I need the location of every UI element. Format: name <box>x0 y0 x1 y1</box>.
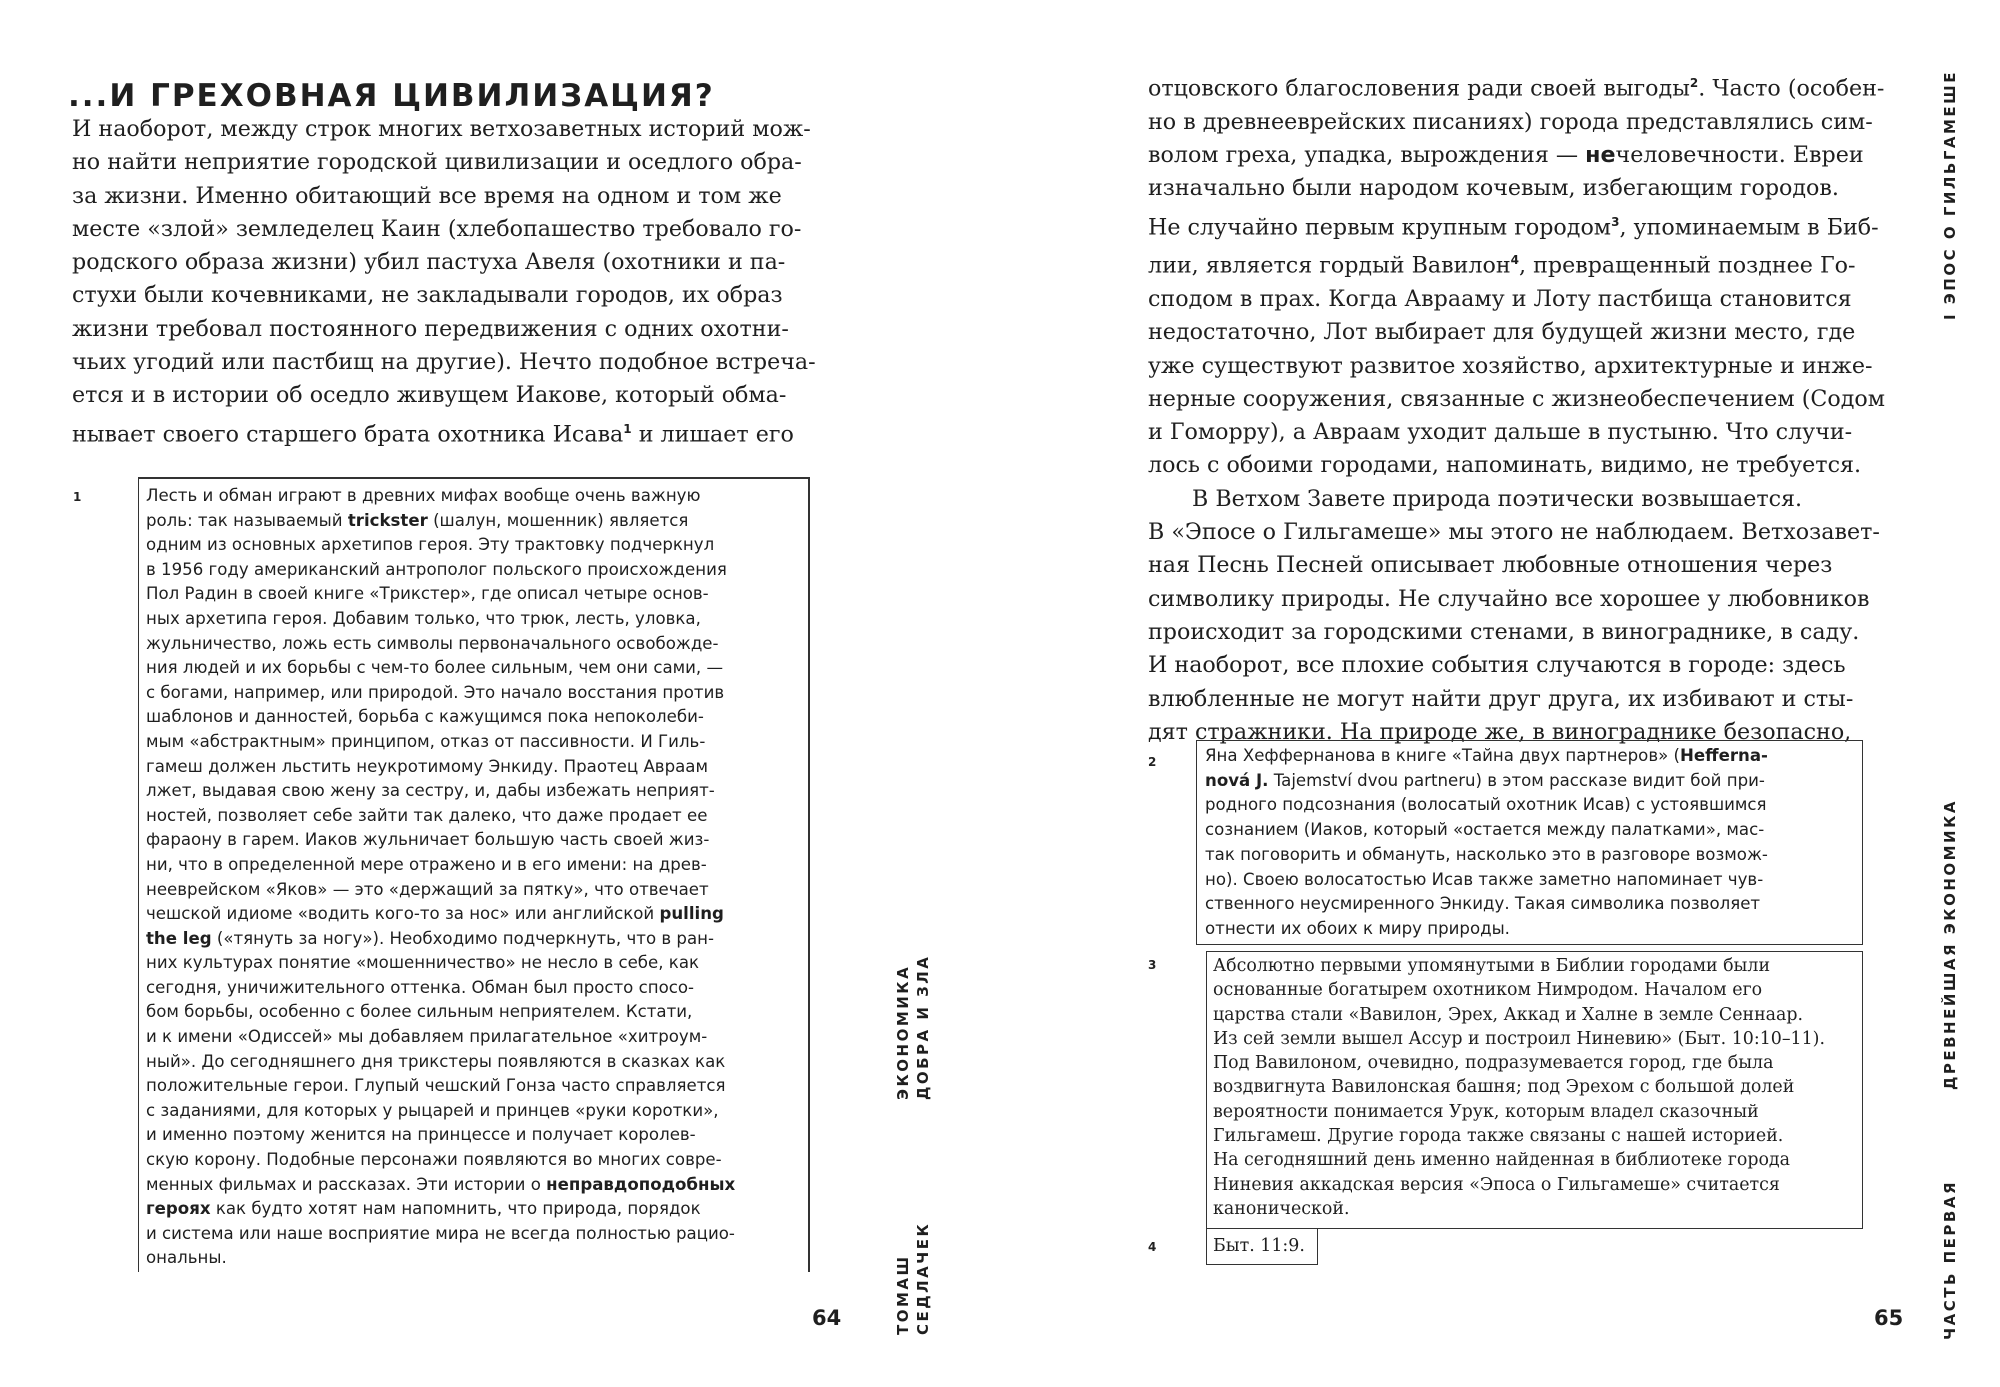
footnote-line <box>1205 818 1768 843</box>
footnote-line <box>1205 769 1768 794</box>
body-line-tail: , упоминаемым в Биб- <box>1619 213 1879 240</box>
body-line <box>1148 139 1888 172</box>
body-line-text: но в древнееврейских писаниях) города представлялись сим- <box>1148 108 1873 135</box>
spine-part-number: ЧАСТЬ ПЕРВАЯ <box>1941 1179 1959 1340</box>
footnote-text: Лесть и обман играют в древних мифах вообще очень важную <box>146 486 701 505</box>
footnote-line <box>146 484 735 509</box>
term-pulling: pulling <box>659 904 724 924</box>
footnote-line: Абсолютно первыми упомянутыми в Библии городами были <box>1213 956 1771 976</box>
footnote-ref-1: 1 <box>623 421 632 436</box>
footnote-line: Гильгамеш. Другие города также связаны с нашей историей. <box>1213 1126 1784 1147</box>
body-line-text: происходит за городскими стенами, в винограднике, в саду. <box>1148 618 1860 645</box>
footnote-line <box>146 656 735 681</box>
body-line <box>1148 244 1888 283</box>
body-line <box>1148 106 1888 139</box>
footnote-text: менных фильмах и рассказах. Эти истории о <box>146 1174 547 1194</box>
footnote-line: На сегодняшний день именно найденная в библиотеке города <box>1213 1150 1791 1171</box>
citation-author: Hefferna- <box>1680 746 1768 765</box>
footnote-line: основанные богатырем охотником Нимродом. Началом его <box>1213 980 1763 1001</box>
body-line-text: недостаточно, Лот выбирает для будущей жизни место, где <box>1148 319 1856 346</box>
footnote-line: воздвигнута Вавилонская башня; под Эрехом с большой долей <box>1213 1077 1795 1098</box>
footnote-text: сознанием (Иаков, который «остается между палатками», мас- <box>1205 820 1765 840</box>
body-line <box>72 413 822 452</box>
footnote-ref-3: 3 <box>1611 214 1620 229</box>
body-line-tail: человечности. Евреи <box>1615 141 1864 168</box>
footnote-text: с заданиями, для которых у рыцарей и принцев «руки коротки», <box>146 1100 719 1120</box>
spine-chapter: I ЭПОС О ГИЛЬГАМЕШЕ <box>1941 70 1959 320</box>
body-line-text: Не случайно первым крупным городом <box>1148 213 1612 240</box>
footnote-text: мым «абстрактным» принципом, отказ от пассивности. И Гиль- <box>146 731 706 751</box>
footnote-2-number: 2 <box>1148 755 1157 769</box>
footnote-line <box>146 705 735 730</box>
body-line <box>1148 416 1888 449</box>
footnote-text: ственного неусмиренного Энкиду. Такая символика позволяет <box>1205 894 1761 914</box>
footnote-line <box>1205 868 1768 893</box>
section-title: ...И ГРЕХОВНАЯ ЦИВИЛИЗАЦИЯ? <box>68 78 715 114</box>
footnote-line <box>1205 917 1768 942</box>
body-line-text: и Гоморру), а Авраам уходит дальше в пустыню. Что случи- <box>1148 419 1853 446</box>
body-line <box>1148 483 1888 516</box>
footnote-line <box>1205 843 1768 868</box>
footnote-text: (шалун, мошенник) является <box>427 510 689 530</box>
body-line: но найти неприятие городской цивилизации и оседлого обра- <box>72 149 802 176</box>
body-line <box>1148 649 1888 682</box>
footnote-line <box>146 1148 735 1173</box>
term-unlikely: неправдоподобных <box>546 1174 736 1194</box>
body-line <box>1148 383 1888 416</box>
body-line <box>1148 449 1888 482</box>
footnote-text: жульничество, ложь есть символы первоначального освобожде- <box>146 633 719 653</box>
footnote-line: царства стали «Вавилон, Эрех, Аккад и Халне в земле Сеннаар. <box>1213 1004 1804 1025</box>
footnote-3-number: 3 <box>1148 958 1157 972</box>
footnote-text: с богами, например, или природой. Это начало восстания против <box>146 682 725 702</box>
body-line-text: отцовского благословения ради своей выгоды <box>1148 75 1690 102</box>
body-line <box>1148 283 1888 316</box>
footnote-text: и к имени «Одиссей» мы добавляем прилагательное «хитроум- <box>146 1027 708 1047</box>
body-line <box>1148 516 1888 549</box>
body-line-text: лось с обоими городами, напоминать, видимо, не требуется. <box>1148 452 1862 479</box>
body-line-text: уже существуют развитое хозяйство, архитектурные и инже- <box>1148 352 1873 379</box>
footnote-line <box>146 582 735 607</box>
footnote-line <box>146 558 735 583</box>
spine-part-title: ДРЕВНЕЙШАЯ ЭКОНОМИКА <box>1941 799 1959 1090</box>
footnote-text: Яна Хеффернанова в книге «Тайна двух партнеров» ( <box>1205 746 1681 765</box>
footnote-text: роль: так называемый <box>146 510 348 530</box>
body-line-text: ная Песнь Песней описывает любовные отношения через <box>1148 552 1833 579</box>
footnote-text: гамеш должен льстить неукротимому Энкиду. Праотец Авраам <box>146 756 708 776</box>
body-line-text: изначально были народом кочевым, избегающим городов. <box>1148 175 1839 202</box>
footnote-text: Пол Радин в своей книге «Трикстер», где описал четыре основ- <box>146 584 709 604</box>
footnote-text: чешской идиоме «водить кого-то за нос» или английской <box>146 904 660 924</box>
footnote-line <box>146 1050 735 1075</box>
footnote-line: канонической. <box>1213 1198 1350 1219</box>
footnote-line <box>146 878 735 903</box>
body-line: стухи были кочевниками, не закладывали городов, их образ <box>72 282 783 309</box>
footnote-text: фараону в гарем. Иаков жульничает большую часть своей жиз- <box>146 830 710 850</box>
footnote-text: родного подсознания (волосатый охотник Исав) с устоявшимся <box>1205 795 1767 815</box>
footnote-text: ный». До сегодняшнего дня трикстеры появляются в сказках как <box>146 1051 726 1071</box>
footnote-ref-2: 2 <box>1689 76 1699 90</box>
footnote-line <box>146 730 735 755</box>
emphasis-ne: не <box>1585 141 1616 168</box>
body-line: ется и в истории об оседло живущем Иакове, который обма- <box>72 382 787 409</box>
body-line <box>1148 350 1888 383</box>
footnote-4-number: 4 <box>1148 1240 1157 1254</box>
footnote-text: шаблонов и данностей, борьба с кажущимся пока непоколеби- <box>146 707 704 727</box>
footnote-text: в 1956 году американский антрополог польского происхождения <box>146 559 727 579</box>
footnote-text: ния людей и их борьбы с чем-то более сильным, чем они сами, — <box>146 658 724 678</box>
spine-book-title: ЭКОНОМИКА ДОБРА И ЗЛА <box>894 954 932 1100</box>
footnote-text: и именно поэтому женится на принцессе и получает королев- <box>146 1125 696 1145</box>
body-line-text: В Ветхом Завете природа поэтически возвышается. <box>1192 485 1803 512</box>
body-line-text: сподом в прах. Когда Аврааму и Лоту пастбища становится <box>1148 285 1852 312</box>
page-number-left: 64 <box>812 1306 842 1330</box>
footnote-2-text <box>1205 744 1768 942</box>
term-trickster: trickster <box>347 510 428 530</box>
footnote-line <box>146 1123 735 1148</box>
footnote-line <box>146 853 735 878</box>
footnote-line <box>146 1000 735 1025</box>
citation-author: nová J. <box>1205 770 1269 790</box>
footnote-text: ностей, позволяет себе зайти так далеко, что даже продает ее <box>146 805 708 825</box>
body-line: чьих угодий или пастбищ на другие). Нечто подобное встреча- <box>72 349 816 376</box>
footnote-text: нееврейском «Яков» — это «держащий за пятку», что отвечает <box>146 879 709 899</box>
body-line <box>1148 549 1888 582</box>
footnote-line <box>146 804 735 829</box>
footnote-line <box>1205 793 1768 818</box>
body-line: родского образа жизни) убил пастуха Авеля (охотники и па- <box>72 249 786 276</box>
footnote-line <box>146 976 735 1001</box>
footnote-line <box>146 927 735 952</box>
footnote-line <box>146 533 735 558</box>
footnote-line <box>146 681 735 706</box>
body-line <box>1148 67 1888 106</box>
body-line-text: нерные сооружения, связанные с жизнеобеспечением (Содом <box>1148 385 1886 412</box>
body-line-text: символику природы. Не случайно все хорошее у любовников <box>1148 585 1870 612</box>
footnote-text: бом борьбы, особенно с более сильным неприятелем. Кстати, <box>146 1002 693 1022</box>
body-line: месте «злой» земледелец Каин (хлебопашество требовало го- <box>72 215 802 242</box>
footnote-line <box>146 1246 735 1271</box>
footnote-text: сегодня, уничижительного оттенка. Обман был просто спосо- <box>146 977 694 997</box>
footnote-text: Tajemství dvou partneru) в этом рассказе видит бой при- <box>1268 770 1765 790</box>
footnote-3-text <box>1213 954 1825 1221</box>
footnote-line <box>146 1173 735 1198</box>
footnote-line <box>146 902 735 927</box>
body-line: И наоборот, между строк многих ветхозаветных историй мож- <box>72 116 811 142</box>
footnote-line <box>1205 744 1768 769</box>
spine-author-line: ТОМАШ <box>894 1254 912 1335</box>
body-line-text: волом греха, упадка, вырождения — <box>1148 141 1586 168</box>
footnote-line <box>146 779 735 804</box>
left-body-text <box>72 113 822 451</box>
footnote-text: ных архетипа героя. Добавим только, что трюк, лесть, уловка, <box>146 608 701 628</box>
term-heroes: героях <box>146 1199 211 1219</box>
body-line-text: лии, является гордый Вавилон <box>1148 252 1511 279</box>
footnote-text: них культурах понятие «мошенничество» не несло в себе, как <box>146 953 700 973</box>
footnote-ref-4: 4 <box>1510 253 1519 268</box>
footnote-1-text <box>146 484 735 1271</box>
body-line-tail: и лишает его <box>631 421 794 448</box>
footnote-text: как будто хотят нам напомнить, что природа, порядок <box>210 1199 701 1219</box>
body-line <box>1148 583 1888 616</box>
term-the-leg: the leg <box>146 928 212 948</box>
page-number-right: 65 <box>1874 1306 1904 1330</box>
body-line: жизни требовал постоянного передвижения с одних охотни- <box>72 315 789 342</box>
body-line-tail: . Часто (особен- <box>1698 75 1885 102</box>
footnote-line <box>1205 892 1768 917</box>
body-line-text: влюбленные не могут найти друг друга, их избивают и сты- <box>1148 685 1854 712</box>
footnote-text: («тянуть за ногу»). Необходимо подчеркнуть, что в ран- <box>211 928 714 948</box>
footnote-text: ни, что в определенной мере отражено и в его имени: на древ- <box>146 854 707 874</box>
footnote-line <box>146 951 735 976</box>
footnote-line: вероятности понимается Урук, которым владел сказочный <box>1213 1101 1759 1122</box>
footnote-line <box>146 1074 735 1099</box>
footnote-text: и система или наше восприятие мира не всегда полностью рацио- <box>146 1223 735 1243</box>
footnote-text: так поговорить и обмануть, насколько это в разговоре возмож- <box>1205 844 1768 864</box>
footnote-line: Ниневия аккадская версия «Эпоса о Гильгамеше» считается <box>1213 1174 1780 1195</box>
footnote-line <box>146 607 735 632</box>
footnote-line <box>146 1222 735 1247</box>
body-line <box>1148 172 1888 205</box>
body-line-text: нывает своего старшего брата охотника Исава <box>72 421 624 448</box>
body-line <box>1148 683 1888 716</box>
footnote-line <box>146 632 735 657</box>
footnote-line <box>146 1025 735 1050</box>
footnote-text: отнести их обоих к миру природы. <box>1205 918 1510 938</box>
body-line-text: В «Эпосе о Гильгамеше» мы этого не наблюдаем. Ветхозавет- <box>1148 519 1880 546</box>
footnote-line <box>146 1099 735 1124</box>
body-line <box>1148 206 1888 245</box>
footnote-line: Из сей земли вышел Ассур и построил Ниневию» (Быт. 10:10–11). <box>1213 1028 1825 1049</box>
footnote-text: скую корону. Подобные персонажи появляются во многих совре- <box>146 1150 722 1170</box>
footnote-line <box>146 509 735 534</box>
body-line-tail: , превращенный позднее Го- <box>1519 252 1856 279</box>
footnote-line <box>146 1197 735 1222</box>
footnote-text: но). Своею волосатостью Исав также заметно напоминает чув- <box>1205 869 1764 889</box>
footnote-line: Под Вавилоном, очевидно, подразумевается город, где была <box>1213 1053 1774 1074</box>
body-line-text: дят стражники. На природе же, в винограднике безопасно, <box>1148 718 1852 745</box>
body-line: за жизни. Именно обитающий все время на одном и том же <box>72 182 782 209</box>
footnote-text: лжет, выдавая свою жену за сестру, и, дабы избежать неприят- <box>146 781 715 801</box>
body-line-text: И наоборот, все плохие события случаются в городе: здесь <box>1148 652 1846 679</box>
footnote-line <box>146 755 735 780</box>
footnote-text: одним из основных архетипов героя. Эту трактовку подчеркнул <box>146 535 715 555</box>
spine-author-line: СЕДЛАЧЕК <box>914 1221 932 1335</box>
spine-author <box>893 1222 933 1335</box>
footnote-4-text: Быт. 11:9. <box>1213 1236 1305 1256</box>
right-body-text <box>1148 67 1888 749</box>
footnote-text: ональны. <box>146 1248 227 1268</box>
body-line <box>1148 316 1888 349</box>
footnote-line <box>146 828 735 853</box>
footnote-1-number: 1 <box>73 490 82 504</box>
body-line <box>1148 616 1888 649</box>
footnote-text: положительные герои. Глупый чешский Гонза часто справляется <box>146 1076 726 1096</box>
